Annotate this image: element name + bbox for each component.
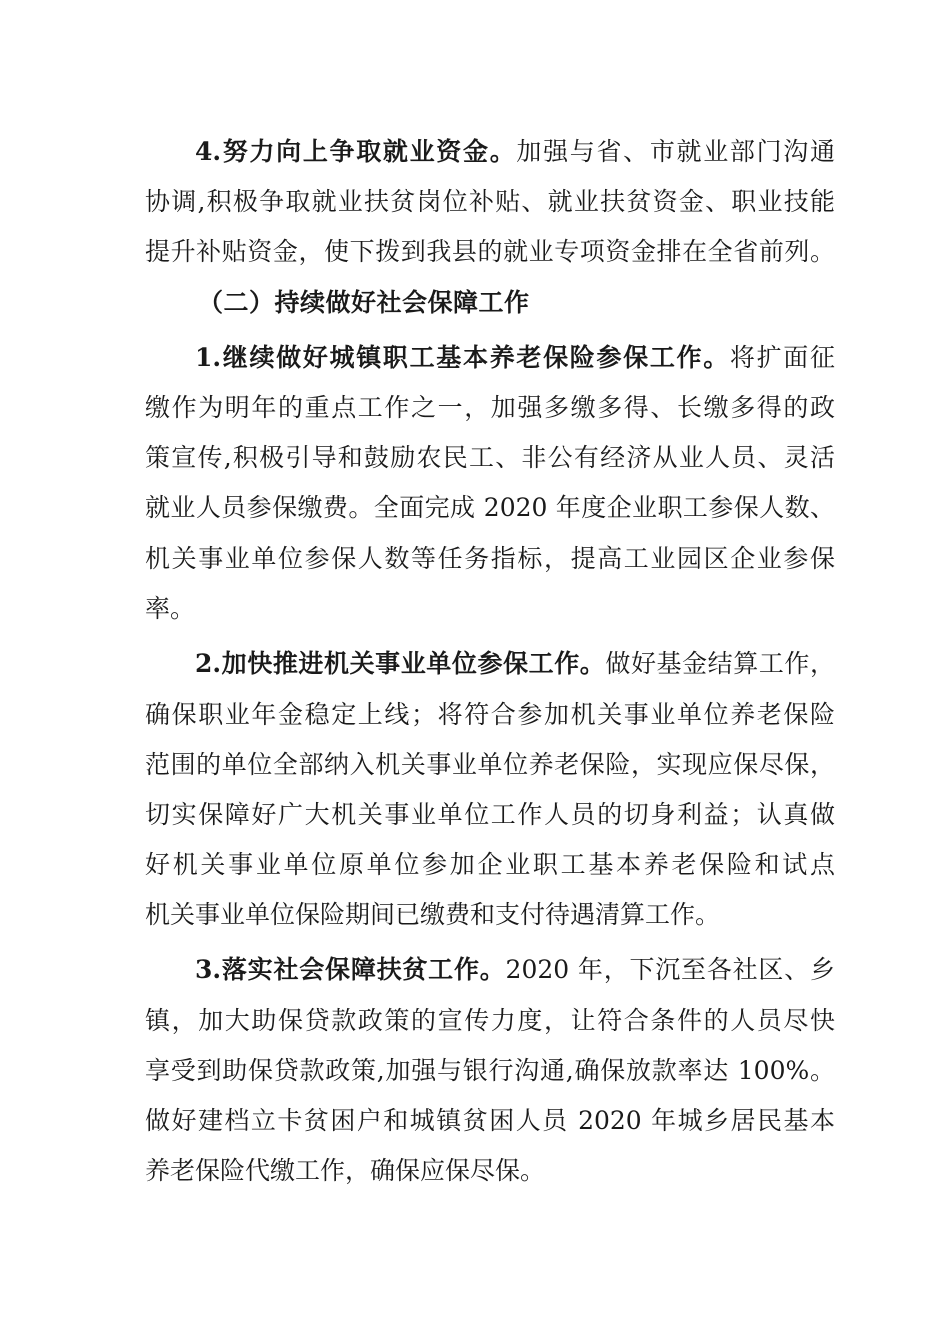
paragraph-4-line-2: 协调,积极争取就业扶贫岗位补贴、就业扶贫资金、职业技能 <box>145 187 835 216</box>
paragraph-2-line-1 <box>195 646 835 682</box>
paragraph-4-line-1 <box>195 134 835 170</box>
paragraph-1-lead: 1.继续做好城镇职工基本养老保险参保工作。 <box>195 343 730 372</box>
paragraph-1-line-4: 就业人员参保缴费。全面完成 2020 年度企业职工参保人数、 <box>145 493 835 522</box>
paragraph-2-line-3: 范围的单位全部纳入机关事业单位养老保险，实现应保尽保， <box>145 750 835 779</box>
section-heading: （二）持续做好社会保障工作 <box>198 288 530 317</box>
paragraph-2-line-4: 切实保障好广大机关事业单位工作人员的切身利益；认真做 <box>145 800 835 829</box>
paragraph-3-line-1-text: 2020 年，下沉至各社区、乡 <box>505 955 835 984</box>
paragraph-3-line-2: 镇，加大助保贷款政策的宣传力度，让符合条件的人员尽快 <box>145 1006 835 1035</box>
paragraph-2-line-2: 确保职业年金稳定上线；将符合参加机关事业单位养老保险 <box>145 700 835 729</box>
paragraph-2-line-6: 机关事业单位保险期间已缴费和支付待遇清算工作。 <box>145 900 721 929</box>
paragraph-2-line-5: 好机关事业单位原单位参加企业职工基本养老保险和试点 <box>145 850 835 879</box>
paragraph-1-line-2: 缴作为明年的重点工作之一，加强多缴多得、长缴多得的政 <box>145 393 835 422</box>
paragraph-3-lead: 3.落实社会保障扶贫工作。 <box>195 955 506 984</box>
paragraph-1-line-1 <box>195 340 835 376</box>
paragraph-2-lead: 2.加快推进机关事业单位参保工作。 <box>195 649 606 678</box>
paragraph-3-line-3: 享受到助保贷款政策,加强与银行沟通,确保放款率达 100%。 <box>145 1056 835 1085</box>
paragraph-3-line-1 <box>195 952 835 988</box>
paragraph-4-line-3: 提升补贴资金，使下拨到我县的就业专项资金排在全省前列。 <box>145 237 835 266</box>
paragraph-4-lead: 4.努力向上争取就业资金。 <box>195 137 517 166</box>
paragraph-3-line-4: 做好建档立卡贫困户和城镇贫困人员 2020 年城乡居民基本 <box>145 1106 835 1135</box>
paragraph-1-line-6: 率。 <box>145 594 196 623</box>
paragraph-1-line-1-text: 将扩面征 <box>729 343 835 372</box>
paragraph-4-line-1-text: 加强与省、市就业部门沟通 <box>516 137 835 166</box>
paragraph-2-line-1-text: 做好基金结算工作， <box>605 649 835 678</box>
paragraph-1-line-3: 策宣传,积极引导和鼓励农民工、非公有经济从业人员、灵活 <box>145 443 835 472</box>
paragraph-3-line-5: 养老保险代缴工作，确保应保尽保。 <box>145 1156 546 1185</box>
paragraph-1-line-5: 机关事业单位参保人数等任务指标，提高工业园区企业参保 <box>145 544 835 573</box>
